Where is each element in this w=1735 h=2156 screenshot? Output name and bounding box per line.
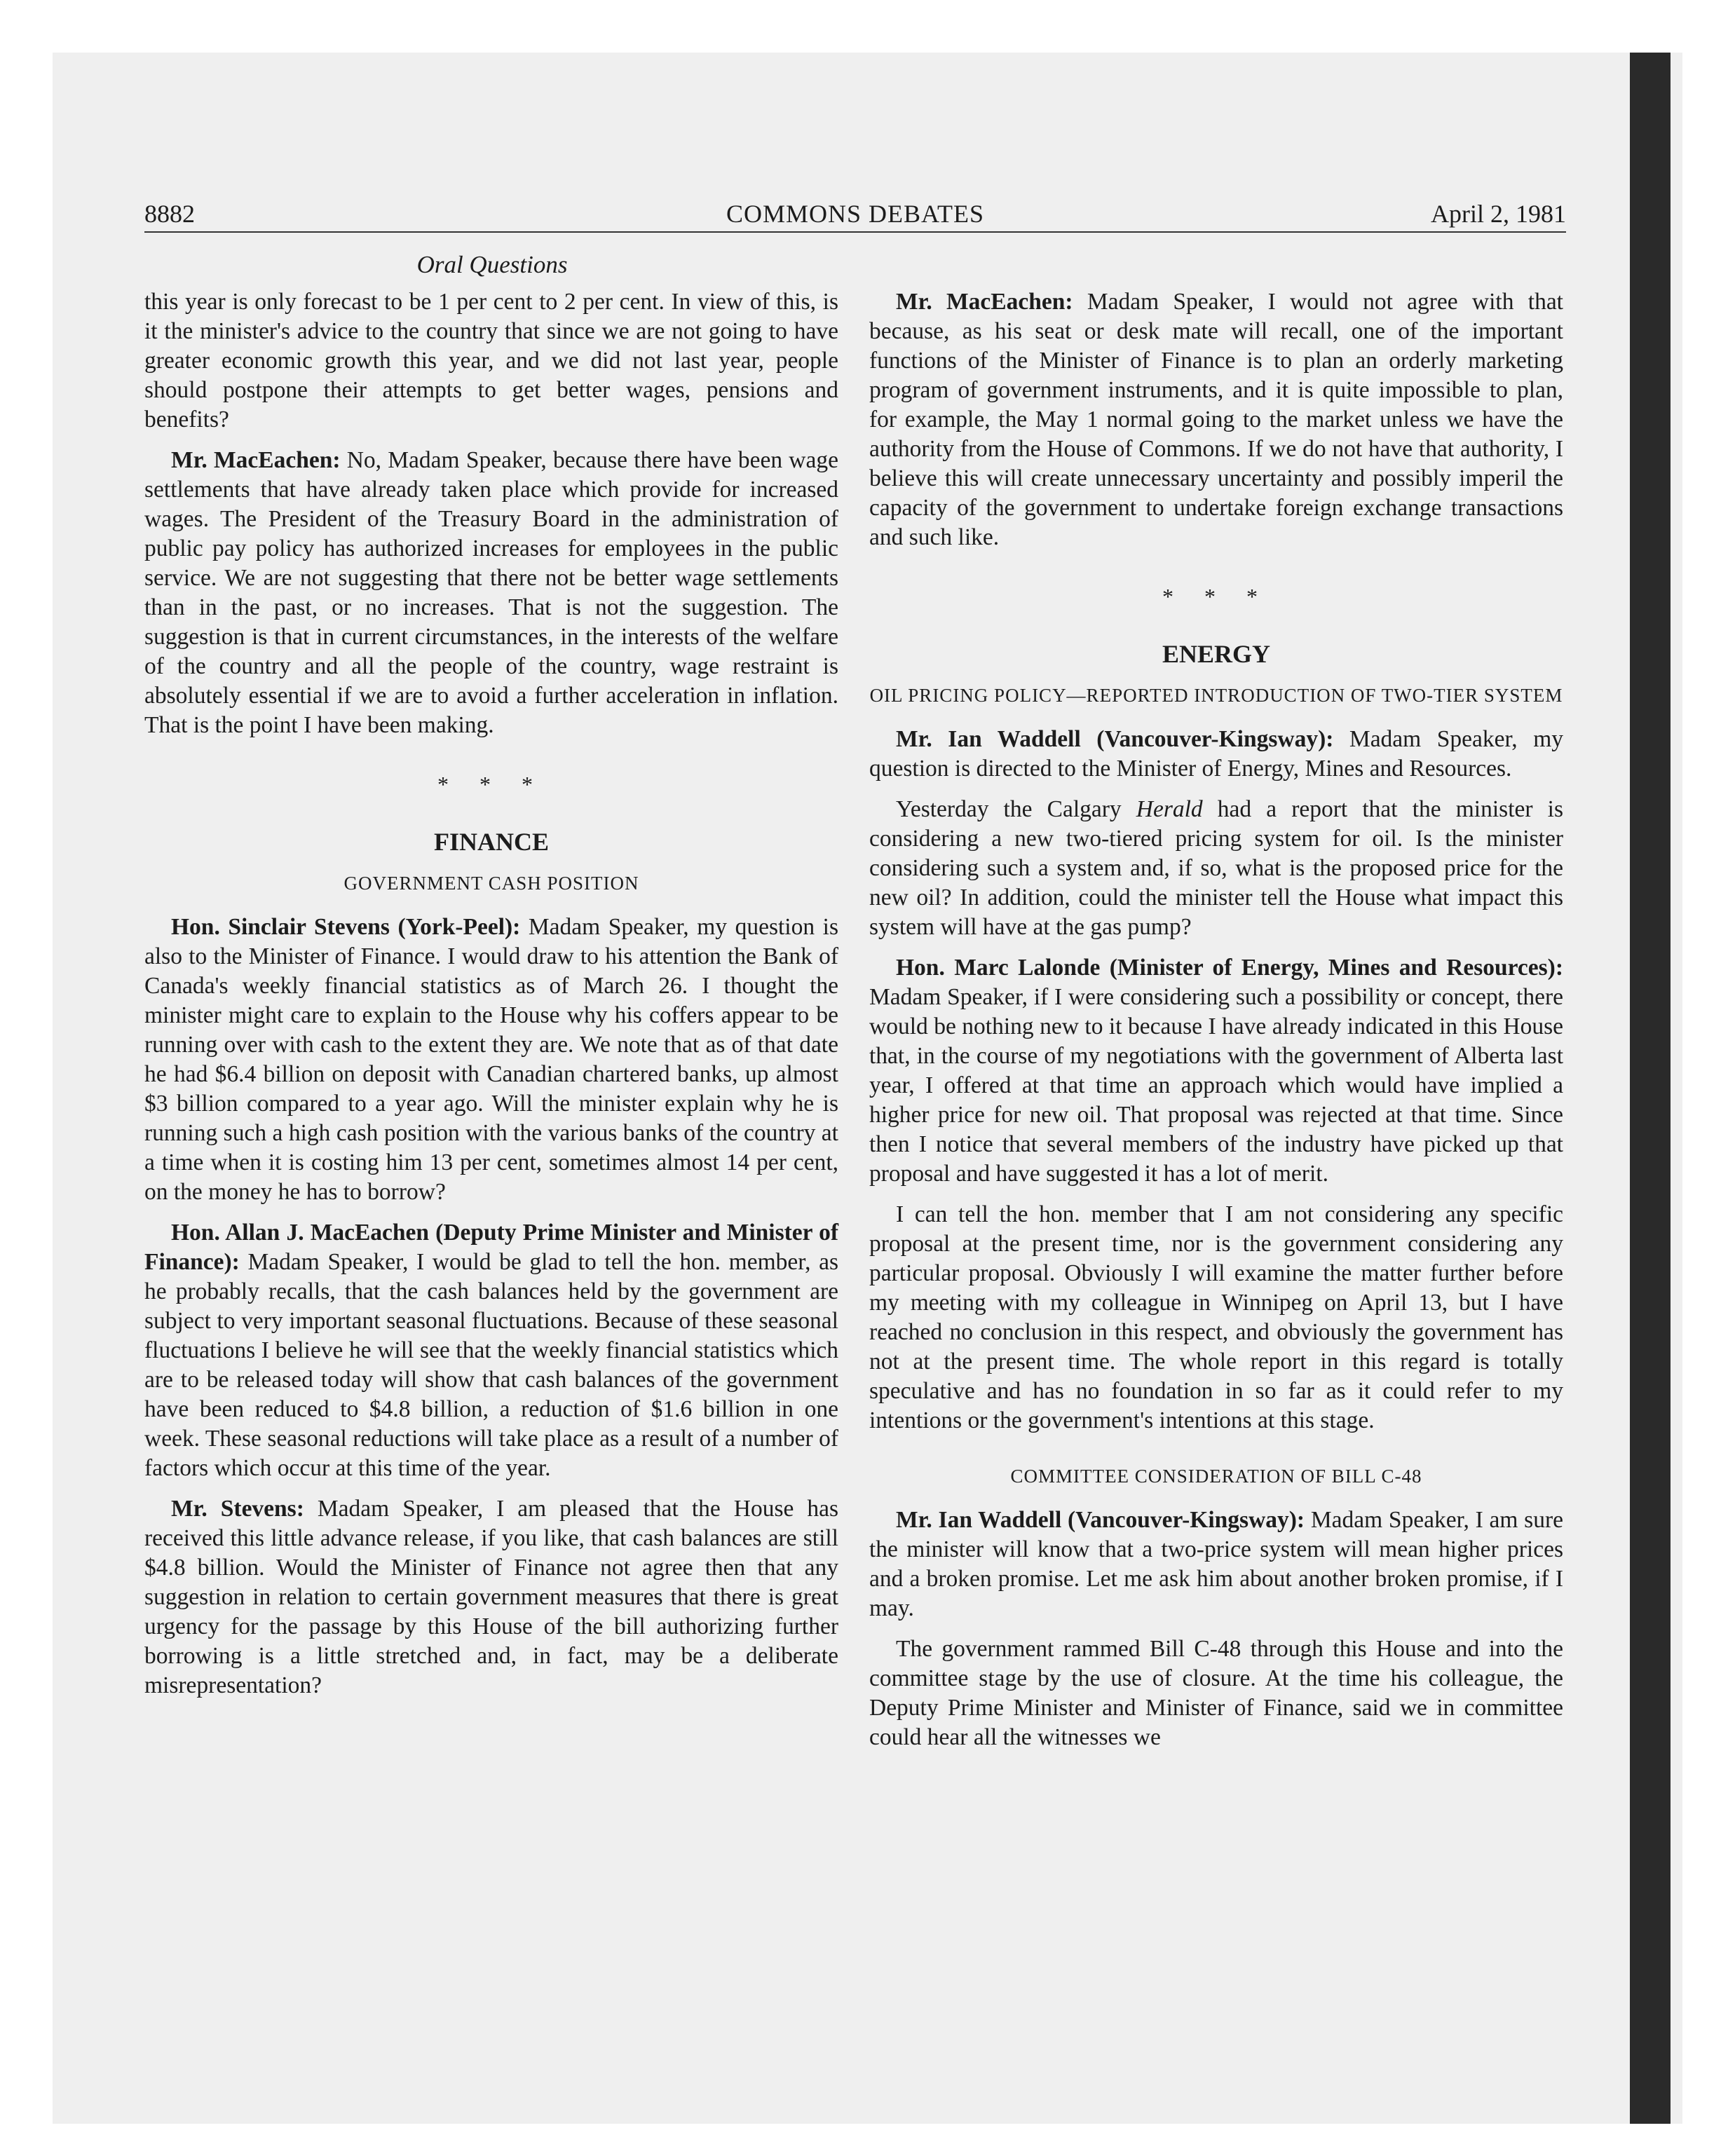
speech-text: Madam Speaker, I would not agree with that because, as his seat or desk mate will recall, one of the important functions of the Minister of Finance is to plan an orderly marketing program of government instruments, and it is quite impossible to plan, for example, the May 1 normal going to the market unless we have the authority from the House of Commons. If we do not have that authority, I believe this will create unnecessary uncertainty and possibly imperil the capacity of the government to undertake foreign exchange transactions and such like. — [869, 289, 1563, 550]
paragraph — [869, 795, 1563, 942]
section-divider: * * * — [437, 772, 545, 797]
paragraph: I can tell the hon. member that I am not considering any specific proposal at the present time, nor is the government considering any particular proposal. Obviously I will examine the matter further before my meeting with my colleague in Winnipeg on April 13, but I have reached no conclusion in this respect, and obviously the government has not at the present time. The whole report in this regard is totally speculative and has no foundation in so far as it could refer to my intentions or the government's intentions at this stage. — [869, 1201, 1563, 1433]
speech-text: had a report that the minister is considering a new two-tiered pricing system for oil. Is the minister considering such a system and, if so, what is the proposed price for the new oil? In addition, could the minister tell the House what impact this system will have at the gas pump? — [869, 796, 1563, 940]
speaker-name: Mr. Ian Waddell (Vancouver-Kingsway): — [896, 726, 1334, 752]
speaker-name: Hon. Sinclair Stevens (York-Peel): — [171, 914, 521, 940]
section-title: FINANCE — [433, 828, 549, 856]
paragraph: this year is only forecast to be 1 per cent to 2 per cent. In view of this, is it the minister's advice to the country that since we are not going to have greater economic growth this year, and we did not last year, people should postpone their attempts to get better wages, pensions and benefits? — [144, 289, 838, 432]
paragraph — [144, 913, 838, 1207]
page-date: April 2, 1981 — [1431, 200, 1566, 228]
speaker-name: Hon. Marc Lalonde (Minister of Energy, Mines and Resources): — [896, 955, 1563, 981]
speech-text: No, Madam Speaker, because there have been wage settlements that have already taken place which provide for increased wages. The President of the Treasury Board in the administration of public pay policy has authorized increases for employees in the public service. We are not suggesting that there not be better wage settlements than in the past, or no increases. That is not the suggestion. The suggestion is that in current circumstances, in the interests of the welfare of the country and all the people of the country, wage restraint is absolutely essential if we are to avoid a further acceleration in inflation. That is the point I have been making. — [144, 447, 838, 738]
paragraph: The government rammed Bill C-48 through this House and into the committee stage by the use of closure. At the time his colleague, the Deputy Prime Minister and Minister of Finance, said we in committee could hear all the witnesses we — [869, 1636, 1563, 1750]
newspaper-name: Herald — [1136, 796, 1203, 822]
paragraph — [144, 1494, 838, 1700]
speech-text: Madam Speaker, I am sure the minister will know that a two-price system will mean higher prices and a broken promise. Let me ask him about another broken promise, if I may. — [869, 1507, 1563, 1621]
subheading: GOVERNMENT CASH POSITION — [343, 873, 639, 894]
speech-text: Madam Speaker, I would be glad to tell the hon. member, as he probably recalls, that the cash balances held by the government are subject to very important seasonal fluctuations. Because of these seasonal fluctuations I believe he will see that the weekly financial statistics which are to be released today will show that cash balances of the government have been reduced to $4.8 billion, a reduction of $1.6 billion in one week. These seasonal reductions will take place as a result of a number of factors which occur at this time of the year. — [144, 1249, 838, 1481]
paragraph — [869, 725, 1563, 784]
section-title: ENERGY — [1162, 640, 1271, 668]
subheading: OIL PRICING POLICY—REPORTED INTRODUCTION OF TWO-TIER SYSTEM — [869, 685, 1563, 706]
speech-text: Madam Speaker, my question is directed to the Minister of Energy, Mines and Resources. — [869, 726, 1563, 782]
speech-text: Madam Speaker, if I were considering such a possibility or concept, there would be nothing new to it because I have already indicated in this House that, in the course of my negotiations with the government of Alberta last year, I offered at that time an approach which would have implied a higher price for new oil. That proposal was rejected at that time. Since then I notice that several members of the industry have picked up that proposal and have suggested it has a lot of merit. — [869, 984, 1563, 1187]
publication-title: COMMONS DEBATES — [726, 200, 985, 228]
subheading: COMMITTEE CONSIDERATION OF BILL C-48 — [1010, 1466, 1422, 1487]
speaker-name: Mr. MacEachen: — [896, 289, 1073, 315]
paragraph — [144, 1218, 838, 1483]
right-column — [869, 287, 1563, 1763]
paragraph — [869, 1506, 1563, 1623]
paragraph — [144, 446, 838, 740]
section-divider: * * * — [1162, 584, 1270, 609]
page-number: 8882 — [144, 200, 195, 228]
speaker-name: Mr. Ian Waddell (Vancouver-Kingsway): — [896, 1507, 1305, 1533]
speech-text: Madam Speaker, my question is also to the Minister of Finance. I would draw to his attention the Bank of Canada's weekly financial statistics as of March 26. I thought the minister might care to explain to the House why his coffers appear to be running over with cash to the extent they are. We note that as of that date he had $6.4 billion on deposit with Canadian chartered banks, up almost $3 billion compared to a year ago. Will the minister explain why he is running such a high cash position with the various banks of the country at a time when it is costing him 13 per cent, sometimes almost 14 per cent, on the money he has to borrow? — [144, 914, 838, 1205]
paragraph — [869, 953, 1563, 1189]
speaker-name: Mr. Stevens: — [171, 1496, 304, 1522]
running-head: Oral Questions — [416, 251, 568, 278]
header-rule — [144, 231, 1566, 233]
paragraph — [869, 287, 1563, 552]
scan-edge-shadow — [1630, 53, 1671, 2124]
left-column — [144, 287, 838, 1712]
speaker-name: Mr. MacEachen: — [171, 447, 341, 473]
speaker-name: Hon. Allan J. MacEachen (Deputy Prime Minister and Minister of Finance): — [144, 1220, 838, 1275]
speech-text: Yesterday the Calgary — [896, 796, 1136, 822]
speech-text: Madam Speaker, I am pleased that the House has received this little advance release, if you like, that cash balances are still $4.8 billion. Would the Minister of Finance not agree then that any suggestion in relation to certain government measures that there is great urgency for the passage by this House of the bill authorizing further borrowing is a little stretched and, in fact, may be a deliberate misrepresentation? — [144, 1496, 838, 1698]
page-header — [144, 199, 1566, 233]
